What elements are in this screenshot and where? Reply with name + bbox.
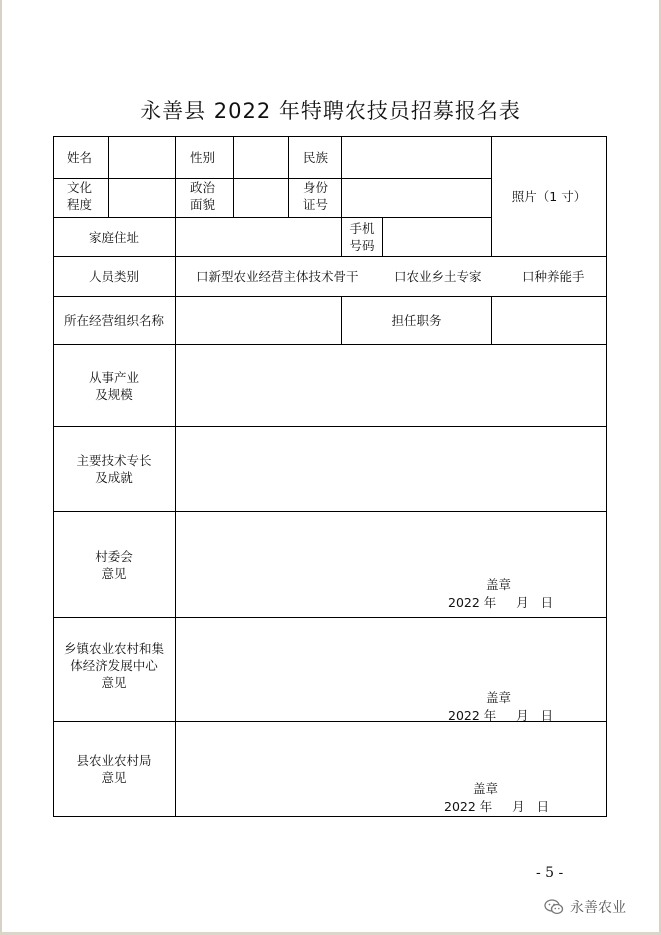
town-center-label: 乡镇农业农村和集 体经济发展中心 意见 xyxy=(63,641,164,690)
id-number-field[interactable] xyxy=(342,179,491,217)
village-committee-label: 村委会 意见 xyxy=(95,548,133,581)
gender-field[interactable] xyxy=(234,137,288,178)
ethnicity-field[interactable] xyxy=(342,137,491,178)
county-bureau-label: 县农业农村局 意见 xyxy=(76,753,152,785)
wechat-icon xyxy=(544,899,564,915)
category-option-local-expert[interactable]: 口农业乡土专家 xyxy=(394,269,482,284)
expertise-label: 主要技术专长 及成就 xyxy=(76,453,152,485)
form-title: 永善县 2022 年特聘农技员招募报名表 xyxy=(140,99,521,123)
home-address-field[interactable] xyxy=(176,218,341,256)
political-status-field[interactable] xyxy=(234,179,288,217)
gender-label: 性别 xyxy=(190,150,216,165)
category-option-tech-backbone[interactable]: 口新型农业经营主体技术骨干 xyxy=(196,269,359,284)
county-date: 2022 年 月 日 xyxy=(444,799,550,814)
category-label: 人员类别 xyxy=(88,269,139,284)
id-number-label: 身份 证号 xyxy=(303,180,329,212)
organization-field[interactable] xyxy=(176,297,341,344)
village-seal-text: 盖章 xyxy=(486,577,512,592)
industry-field[interactable] xyxy=(176,345,606,426)
page-number: - 5 - xyxy=(536,865,564,881)
political-status-label: 政治 面貌 xyxy=(190,180,216,212)
village-date: 2022 年 月 日 xyxy=(448,595,554,610)
county-seal-text: 盖章 xyxy=(473,781,499,796)
phone-field[interactable] xyxy=(383,218,491,256)
home-address-label: 家庭住址 xyxy=(88,229,139,245)
ethnicity-label: 民族 xyxy=(303,150,329,165)
town-date: 2022 年 月 日 xyxy=(448,708,554,723)
photo-box[interactable]: 照片（1 寸） xyxy=(511,189,587,204)
watermark-text: 永善农业 xyxy=(570,900,626,916)
category-option-farming-expert[interactable]: 口种养能手 xyxy=(522,269,585,284)
expertise-field[interactable] xyxy=(176,427,606,511)
industry-label: 从事产业 及规模 xyxy=(88,369,139,402)
organization-label: 所在经营组织名称 xyxy=(63,313,164,328)
page-edge-left xyxy=(0,0,2,935)
phone-label: 手机 号码 xyxy=(349,221,375,253)
name-label: 姓名 xyxy=(67,150,93,165)
position-field[interactable] xyxy=(492,297,606,344)
position-label: 担任职务 xyxy=(391,313,442,328)
wechat-watermark xyxy=(544,897,626,917)
education-label: 文化 程度 xyxy=(67,180,93,212)
town-seal-text: 盖章 xyxy=(486,690,512,705)
education-field[interactable] xyxy=(109,179,175,217)
name-field[interactable] xyxy=(109,137,175,178)
